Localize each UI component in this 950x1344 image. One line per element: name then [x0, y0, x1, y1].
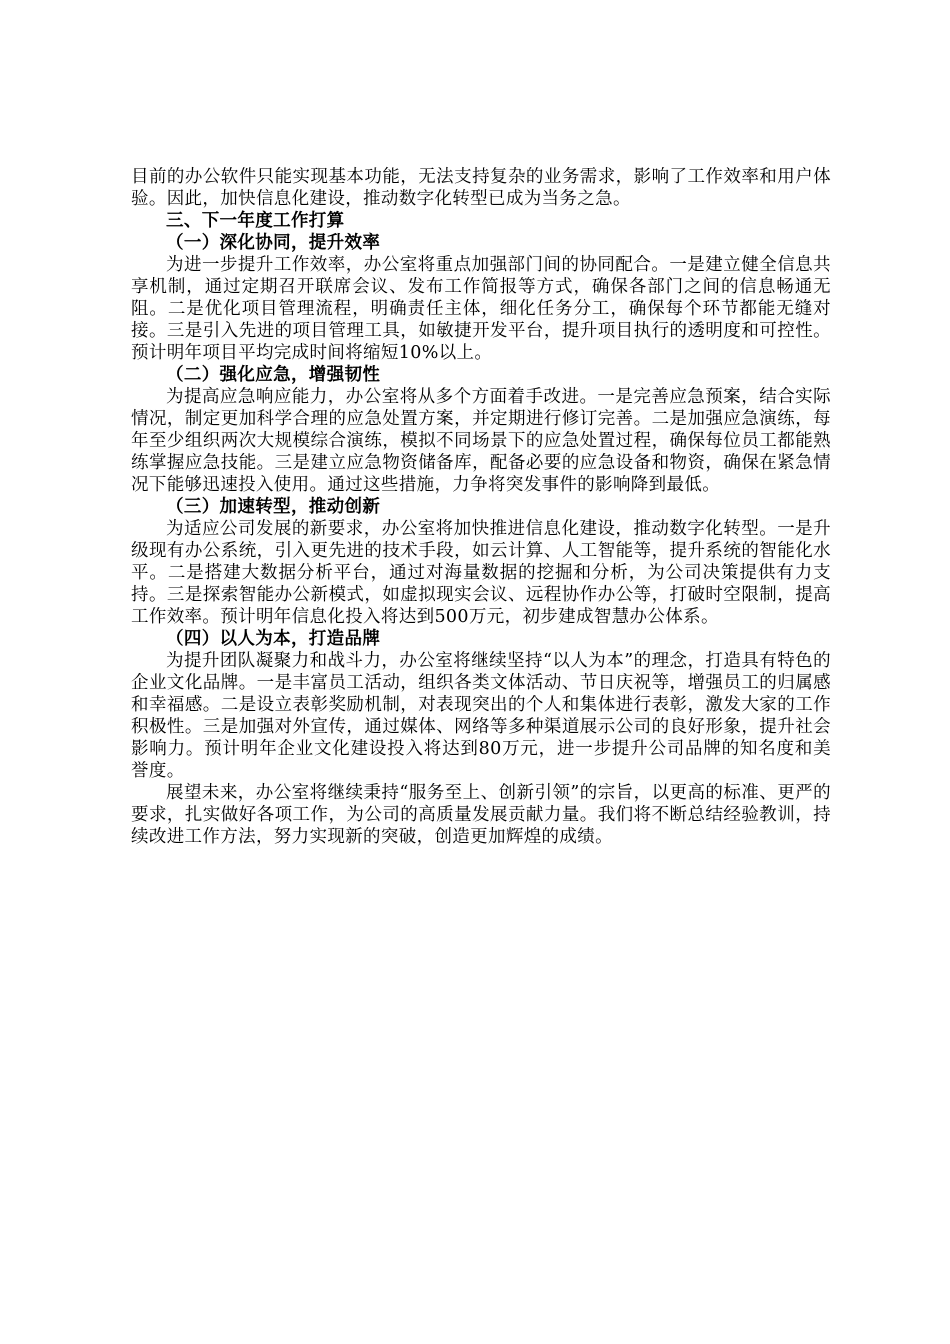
document-page	[131, 166, 831, 848]
subsection-heading-3: （三）加速转型，推动创新	[166, 497, 381, 517]
subsection-body-3: 为适应公司发展的新要求，办公室将加快推进信息化建设，推动数字化转型。一是升级现有办公系统，引入更先进的技术手段，如云计算、人工智能等，提升系统的智能化水平。二是搭建大数据分析平台，通过对海量数据的挖掘和分析，为公司决策提供有力支持。三是探索智能办公新模式，如虚拟现实会议、远程协作办公等，打破时空限制，提高工作效率。预计明年信息化投入将达到500万元，初步建成智慧办公体系。	[131, 519, 831, 627]
closing-paragraph: 展望未来，办公室将继续秉持“服务至上、创新引领”的宗旨，以更高的标准、更严的要求，扎实做好各项工作，为公司的高质量发展贡献力量。我们将不断总结经验教训，持续改进工作方法，努力实现新的突破，创造更加辉煌的成绩。	[131, 783, 831, 847]
subsection-heading-4: （四）以人为本，打造品牌	[166, 629, 381, 649]
subsection-body-1: 为进一步提升工作效率，办公室将重点加强部门间的协同配合。一是建立健全信息共享机制，通过定期召开联席会议、发布工作简报等方式，确保各部门之间的信息畅通无阻。二是优化项目管理流程，明确责任主体，细化任务分工，确保每个环节都能无缝对接。三是引入先进的项目管理工具，如敏捷开发平台，提升项目执行的透明度和可控性。预计明年项目平均完成时间将缩短10%以上。	[131, 255, 831, 363]
subsection-body-4: 为提升团队凝聚力和战斗力，办公室将继续坚持“以人为本”的理念，打造具有特色的企业文化品牌。一是丰富员工活动，组织各类文体活动、节日庆祝等，增强员工的归属感和幸福感。二是设立表彰奖励机制，对表现突出的个人和集体进行表彰，激发大家的工作积极性。三是加强对外宣传，通过媒体、网络等多种渠道展示公司的良好形象，提升社会影响力。预计明年企业文化建设投入将达到80万元，进一步提升公司品牌的知名度和美誉度。	[131, 651, 831, 781]
subsection-heading-2: （二）强化应急，增强韧性	[166, 365, 381, 385]
subsection-body-2: 为提高应急响应能力，办公室将从多个方面着手改进。一是完善应急预案，结合实际情况，制定更加科学合理的应急处置方案，并定期进行修订完善。二是加强应急演练，每年至少组织两次大规模综合演练，模拟不同场景下的应急处置过程，确保每位员工都能熟练掌握应急技能。三是建立应急物资储备库，配备必要的应急设备和物资，确保在紧急情况下能够迅速投入使用。通过这些措施，力争将突发事件的影响降到最低。	[131, 387, 831, 495]
intro-paragraph: 目前的办公软件只能实现基本功能，无法支持复杂的业务需求，影响了工作效率和用户体验。因此，加快信息化建设，推动数字化转型已成为当务之急。	[131, 167, 831, 209]
section-heading: 三、下一年度工作打算	[166, 211, 345, 231]
subsection-heading-1: （一）深化协同，提升效率	[166, 233, 381, 253]
